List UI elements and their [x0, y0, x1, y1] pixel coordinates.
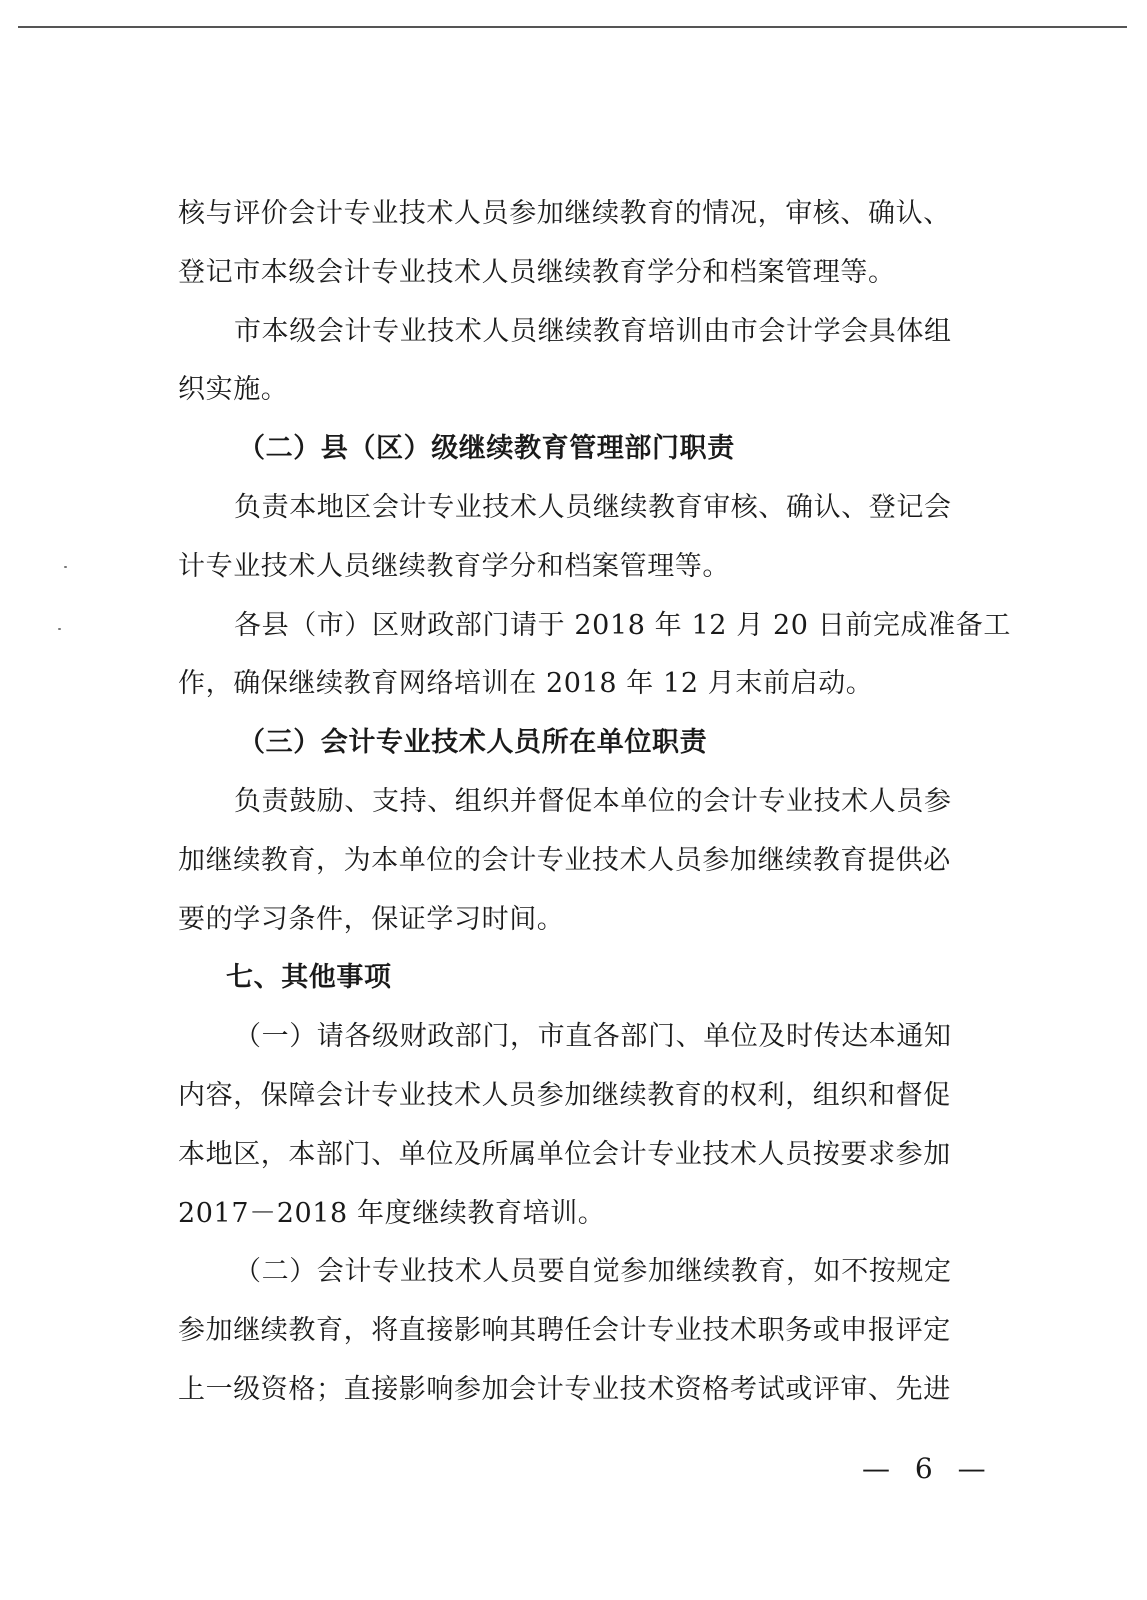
body-line: 要的学习条件，保证学习时间。 — [178, 903, 565, 935]
body-line: 计专业技术人员继续教育学分和档案管理等。 — [178, 550, 730, 582]
body-line: 各县（市）区财政部门请于 2018 年 12 月 20 日前完成准备工 — [234, 609, 1011, 641]
chapter-heading: 七、其他事项 — [226, 962, 392, 994]
scan-top-border — [18, 26, 1127, 28]
body-line: 本地区，本部门、单位及所属单位会计专业技术人员按要求参加 — [178, 1138, 951, 1170]
page-number: — 6 — — [862, 1452, 994, 1485]
body-line: 参加继续教育，将直接影响其聘任会计专业技术职务或申报评定 — [178, 1315, 951, 1347]
body-line: 核与评价会计专业技术人员参加继续教育的情况，审核、确认、 — [178, 198, 951, 229]
body-line: 作，确保继续教育网络培训在 2018 年 12 月末前启动。 — [178, 668, 874, 700]
section-heading: （二）县（区）级继续教育管理部门职责 — [238, 433, 735, 465]
body-line: （二）会计专业技术人员要自觉参加继续教育，如不按规定 — [234, 1256, 952, 1288]
body-line: 织实施。 — [178, 374, 289, 406]
body-line: 内容，保障会计专业技术人员参加继续教育的权利，组织和督促 — [178, 1079, 951, 1111]
body-line: 登记市本级会计专业技术人员继续教育学分和档案管理等。 — [178, 256, 896, 288]
body-line: 市本级会计专业技术人员继续教育培训由市会计学会具体组 — [234, 315, 952, 347]
document-body — [178, 185, 1011, 1420]
body-line: 上一级资格；直接影响参加会计专业技术资格考试或评审、先进 — [178, 1373, 951, 1405]
body-line: 加继续教育，为本单位的会计专业技术人员参加继续教育提供必 — [178, 844, 951, 876]
scan-speck — [58, 628, 61, 630]
body-line: 负责鼓励、支持、组织并督促本单位的会计专业技术人员参 — [234, 785, 952, 817]
body-line: （一）请各级财政部门，市直各部门、单位及时传达本通知 — [234, 1021, 952, 1053]
scan-speck — [64, 566, 67, 568]
body-line: 负责本地区会计专业技术人员继续教育审核、确认、登记会 — [234, 491, 952, 523]
section-heading: （三）会计专业技术人员所在单位职责 — [238, 727, 708, 759]
body-line: 2017－2018 年度继续教育培训。 — [178, 1197, 606, 1229]
